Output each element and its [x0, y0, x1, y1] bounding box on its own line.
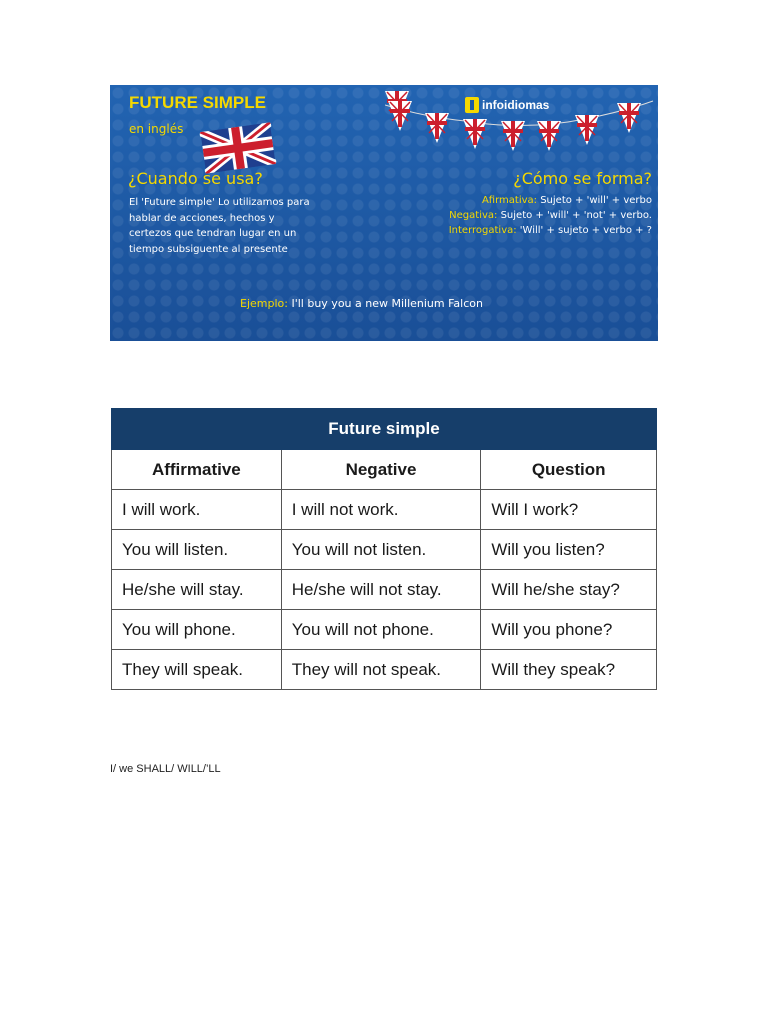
- table-row: [112, 490, 657, 530]
- table-cell: You will not phone.: [281, 610, 481, 650]
- infoidiomas-logo: [465, 97, 549, 113]
- table-cell: He/she will not stay.: [281, 570, 481, 610]
- logo-text: infoidiomas: [482, 98, 550, 112]
- header-negative: Negative: [281, 450, 481, 490]
- table-cell: They will not speak.: [281, 650, 481, 690]
- table-header-row: [112, 450, 657, 490]
- how-heading: ¿Cómo se forma?: [513, 169, 652, 188]
- rule-interrogative: Interrogativa: 'Will' + sujeto + verbo + ?: [448, 225, 652, 236]
- table-cell: He/she will stay.: [112, 570, 282, 610]
- table-title-row: [112, 409, 657, 450]
- table-cell: You will phone.: [112, 610, 282, 650]
- table-row: [112, 530, 657, 570]
- header-affirmative: Affirmative: [112, 450, 282, 490]
- future-simple-table: [111, 408, 657, 690]
- table-cell: Will he/she stay?: [481, 570, 657, 610]
- table-row: [112, 570, 657, 610]
- table-cell: Will they speak?: [481, 650, 657, 690]
- example-sentence: Ejemplo: I'll buy you a new Millenium Falcon: [240, 297, 483, 310]
- table-row: [112, 610, 657, 650]
- when-explanation: El 'Future simple' Lo utilizamos para hablar de acciones, hechos y certezos que tendran lugar en un tiempo subsiguente al presente: [129, 197, 310, 255]
- table-row: [112, 650, 657, 690]
- table-cell: Will I work?: [481, 490, 657, 530]
- future-simple-banner: [110, 85, 658, 341]
- logo-mark-icon: [465, 97, 479, 113]
- table-cell: I will not work.: [281, 490, 481, 530]
- table-cell: They will speak.: [112, 650, 282, 690]
- formation-rules: [449, 193, 652, 238]
- uk-flag-icon: [199, 122, 276, 174]
- table-cell: Will you listen?: [481, 530, 657, 570]
- banner-subtitle: en inglés: [129, 122, 184, 136]
- shall-will-note: I/ we SHALL/ WILL/’LL: [110, 763, 221, 775]
- table-cell: Will you phone?: [481, 610, 657, 650]
- rule-negative: Negativa: Sujeto + 'will' + 'not' + verbo.: [449, 210, 652, 221]
- table-cell: I will work.: [112, 490, 282, 530]
- table-cell: You will not listen.: [281, 530, 481, 570]
- table-title: Future simple: [112, 409, 657, 450]
- banner-title: FUTURE SIMPLE: [129, 93, 266, 112]
- when-heading: ¿Cuando se usa?: [128, 169, 263, 188]
- rule-affirmative: Afirmativa: Sujeto + 'will' + verbo: [481, 195, 652, 206]
- header-question: Question: [481, 450, 657, 490]
- table-cell: You will listen.: [112, 530, 282, 570]
